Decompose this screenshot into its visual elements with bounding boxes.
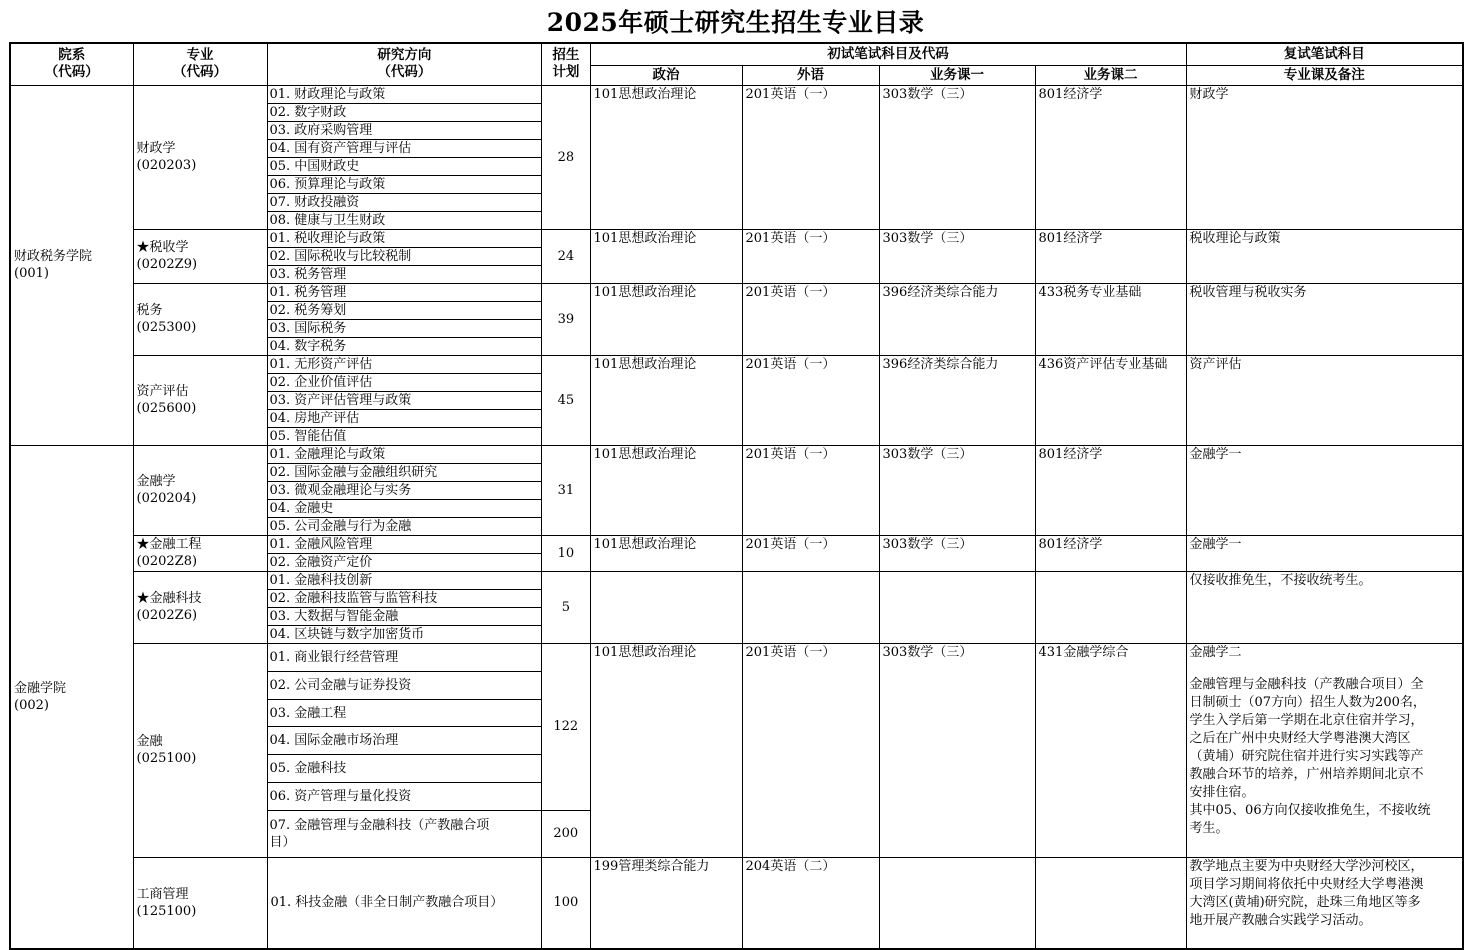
quota-cell: 31 <box>542 445 590 535</box>
quota-cell: 100 <box>542 857 590 949</box>
direction-list <box>267 535 542 571</box>
page-title: 2025年硕士研究生招生专业目录 <box>546 8 925 37</box>
header-college: 院系 （代码） <box>10 43 133 85</box>
politics-cell: 101思想政治理论 <box>590 85 742 229</box>
header-major: 专业 （代码） <box>133 43 267 85</box>
direction-item: 08. 健康与卫生财政 <box>269 212 386 228</box>
direction-item: 01. 财政理论与政策 <box>268 86 542 104</box>
direction-item: 05. 金融科技 <box>268 755 542 783</box>
direction-item: 03. 大数据与智能金融 <box>268 607 542 625</box>
table-row <box>10 283 1463 355</box>
college-cell: 财政税务学院 (001) <box>10 85 133 445</box>
course2-cell: 801经济学 <box>1035 535 1186 571</box>
direction-item: 04. 国际金融市场治理 <box>268 727 542 755</box>
direction-item: 02. 金融科技监管与监管科技 <box>268 589 542 607</box>
direction-item: 01. 税务管理 <box>268 284 542 302</box>
quota-cell: 28 <box>542 85 590 229</box>
direction-item: 07. 金融管理与金融科技（产教融合项 目） <box>269 817 490 850</box>
direction-item: 06. 预算理论与政策 <box>268 175 542 193</box>
header-retest-sub: 专业课及备注 <box>1186 65 1463 85</box>
course2-cell: 431金融学综合 <box>1035 643 1186 857</box>
language-cell: 201英语（一） <box>742 85 879 229</box>
retest-cell: 财政学 <box>1186 85 1463 229</box>
retest-cell: 教学地点主要为中央财经大学沙河校区， 项目学习期间将依托中央财经大学粤港澳 大湾区(黄埔)研究院，赴珠三角地区等多 地开展产教融合实践学习活动。 <box>1186 857 1463 949</box>
major-cell: 财政学 (020203) <box>133 85 267 229</box>
quota-cell: 10 <box>542 535 590 571</box>
direction-item: 03. 税务管理 <box>269 266 347 282</box>
politics-cell: 101思想政治理论 <box>590 355 742 445</box>
course2-cell: 801经济学 <box>1035 229 1186 283</box>
table-row <box>10 229 1463 283</box>
college-cell: 金融学院 (002) <box>10 445 133 949</box>
direction-item: 02. 国际税收与比较税制 <box>268 247 542 265</box>
table-row <box>10 643 1463 857</box>
direction-item: 03. 微观金融理论与实务 <box>268 481 542 499</box>
direction-item: 02. 数字财政 <box>268 103 542 121</box>
politics-cell: 101思想政治理论 <box>590 643 742 857</box>
course1-cell: 303数学（三） <box>879 643 1035 857</box>
header-language: 外语 <box>742 65 879 85</box>
direction-item: 04. 数字税务 <box>269 338 347 354</box>
table-row <box>10 445 1463 535</box>
header-course2: 业务课二 <box>1035 65 1186 85</box>
politics-cell: 101思想政治理论 <box>590 229 742 283</box>
course1-cell: 303数学（三） <box>879 445 1035 535</box>
header-quota: 招生 计划 <box>542 43 590 85</box>
direction-item: 05. 公司金融与行为金融 <box>269 518 412 534</box>
header-course1: 业务课一 <box>879 65 1035 85</box>
language-cell: 201英语（一） <box>742 445 879 535</box>
direction-item: 03. 国际税务 <box>268 319 542 337</box>
course1-cell: 303数学（三） <box>879 535 1035 571</box>
direction-list <box>267 229 542 283</box>
direction-item: 01. 商业银行经营管理 <box>268 644 542 672</box>
course2-cell <box>1035 857 1186 949</box>
course1-cell: 303数学（三） <box>879 229 1035 283</box>
catalog-table <box>9 42 1464 950</box>
retest-cell: 金融学二 金融管理与金融科技（产教融合项目）全 日制硕士（07方向）招生人数为200名， 学生入学后第一学期在北京住宿并学习， 之后在广州中央财经大学粤港澳大湾区 （黄埔）研究院住宿并进行实习实践等产 教融合环节的培养，广州培养期间北京不 安排住宿。 其中05、06方向仅接收推免生，不接收统 考生。 <box>1186 643 1463 857</box>
table-row <box>10 857 1463 949</box>
retest-cell: 资产评估 <box>1186 355 1463 445</box>
direction-item: 01. 税收理论与政策 <box>268 230 542 248</box>
politics-cell <box>590 571 742 643</box>
direction-item: 06. 资产管理与量化投资 <box>268 783 542 811</box>
language-cell <box>742 571 879 643</box>
language-cell: 204英语（二） <box>742 857 879 949</box>
direction-item: 01. 科技金融（非全日制产教融合项目） <box>267 857 542 949</box>
quota-cell-07: 200 <box>542 811 590 857</box>
direction-list <box>267 85 542 229</box>
language-cell: 201英语（一） <box>742 283 879 355</box>
politics-cell: 101思想政治理论 <box>590 283 742 355</box>
direction-list <box>267 445 542 535</box>
direction-item: 02. 企业价值评估 <box>268 373 542 391</box>
retest-cell: 金融学一 <box>1186 535 1463 571</box>
major-cell: 金融 (025100) <box>133 643 267 857</box>
major-cell: 资产评估 (025600) <box>133 355 267 445</box>
direction-list <box>267 283 542 355</box>
language-cell: 201英语（一） <box>742 355 879 445</box>
direction-list <box>267 571 542 643</box>
course2-cell <box>1035 571 1186 643</box>
direction-item: 02. 税务筹划 <box>268 301 542 319</box>
table-row <box>10 535 1463 571</box>
major-cell: 工商管理 (125100) <box>133 857 267 949</box>
table-row <box>10 355 1463 445</box>
direction-item: 05. 智能估值 <box>269 428 347 444</box>
header-retest: 复试笔试科目 <box>1186 43 1463 65</box>
direction-item: 03. 政府采购管理 <box>268 121 542 139</box>
quota-cell: 45 <box>542 355 590 445</box>
direction-item: 04. 国有资产管理与评估 <box>268 139 542 157</box>
course1-cell: 396经济类综合能力 <box>879 283 1035 355</box>
direction-item: 03. 资产评估管理与政策 <box>268 391 542 409</box>
language-cell: 201英语（一） <box>742 535 879 571</box>
table-row <box>10 571 1463 643</box>
quota-cell: 39 <box>542 283 590 355</box>
direction-item: 01. 金融理论与政策 <box>268 446 542 464</box>
direction-item: 01. 金融科技创新 <box>268 572 542 590</box>
quota-cell: 5 <box>542 571 590 643</box>
retest-cell: 仅接收推免生，不接收统考生。 <box>1186 571 1463 643</box>
major-cell: 金融学 (020204) <box>133 445 267 535</box>
direction-item: 01. 金融风险管理 <box>268 536 542 554</box>
direction-item: 05. 中国财政史 <box>268 157 542 175</box>
course1-cell: 396经济类综合能力 <box>879 355 1035 445</box>
direction-item: 02. 金融资产定价 <box>269 554 373 570</box>
major-cell: ★税收学 (0202Z9) <box>133 229 267 283</box>
table-row <box>10 85 1463 229</box>
direction-item: 04. 区块链与数字加密货币 <box>269 626 425 642</box>
course2-cell: 801经济学 <box>1035 85 1186 229</box>
major-cell: ★金融工程 (0202Z8) <box>133 535 267 571</box>
politics-cell: 101思想政治理论 <box>590 535 742 571</box>
direction-item: 02. 国际金融与金融组织研究 <box>268 463 542 481</box>
header-politics: 政治 <box>590 65 742 85</box>
direction-list <box>267 355 542 445</box>
direction-item: 01. 无形资产评估 <box>268 356 542 374</box>
retest-cell: 税收管理与税收实务 <box>1186 283 1463 355</box>
course2-cell: 801经济学 <box>1035 445 1186 535</box>
direction-item: 07. 财政投融资 <box>268 193 542 211</box>
quota-cell: 122 <box>542 644 590 811</box>
politics-cell: 101思想政治理论 <box>590 445 742 535</box>
course2-cell: 433税务专业基础 <box>1035 283 1186 355</box>
direction-item: 02. 公司金融与证券投资 <box>268 672 542 700</box>
direction-list <box>267 643 590 857</box>
language-cell: 201英语（一） <box>742 229 879 283</box>
header-direction: 研究方向 （代码） <box>267 43 542 85</box>
header-prelim: 初试笔试科目及代码 <box>590 43 1186 65</box>
politics-cell: 199管理类综合能力 <box>590 857 742 949</box>
course1-cell <box>879 857 1035 949</box>
direction-item: 04. 房地产评估 <box>268 409 542 427</box>
course1-cell: 303数学（三） <box>879 85 1035 229</box>
language-cell: 201英语（一） <box>742 643 879 857</box>
major-cell: 税务 (025300) <box>133 283 267 355</box>
retest-cell: 税收理论与政策 <box>1186 229 1463 283</box>
course2-cell: 436资产评估专业基础 <box>1035 355 1186 445</box>
quota-cell: 24 <box>542 229 590 283</box>
major-cell: ★金融科技 (0202Z6) <box>133 571 267 643</box>
direction-item: 03. 金融工程 <box>268 700 542 727</box>
course1-cell <box>879 571 1035 643</box>
direction-item: 04. 金融史 <box>268 499 542 517</box>
retest-cell: 金融学一 <box>1186 445 1463 535</box>
